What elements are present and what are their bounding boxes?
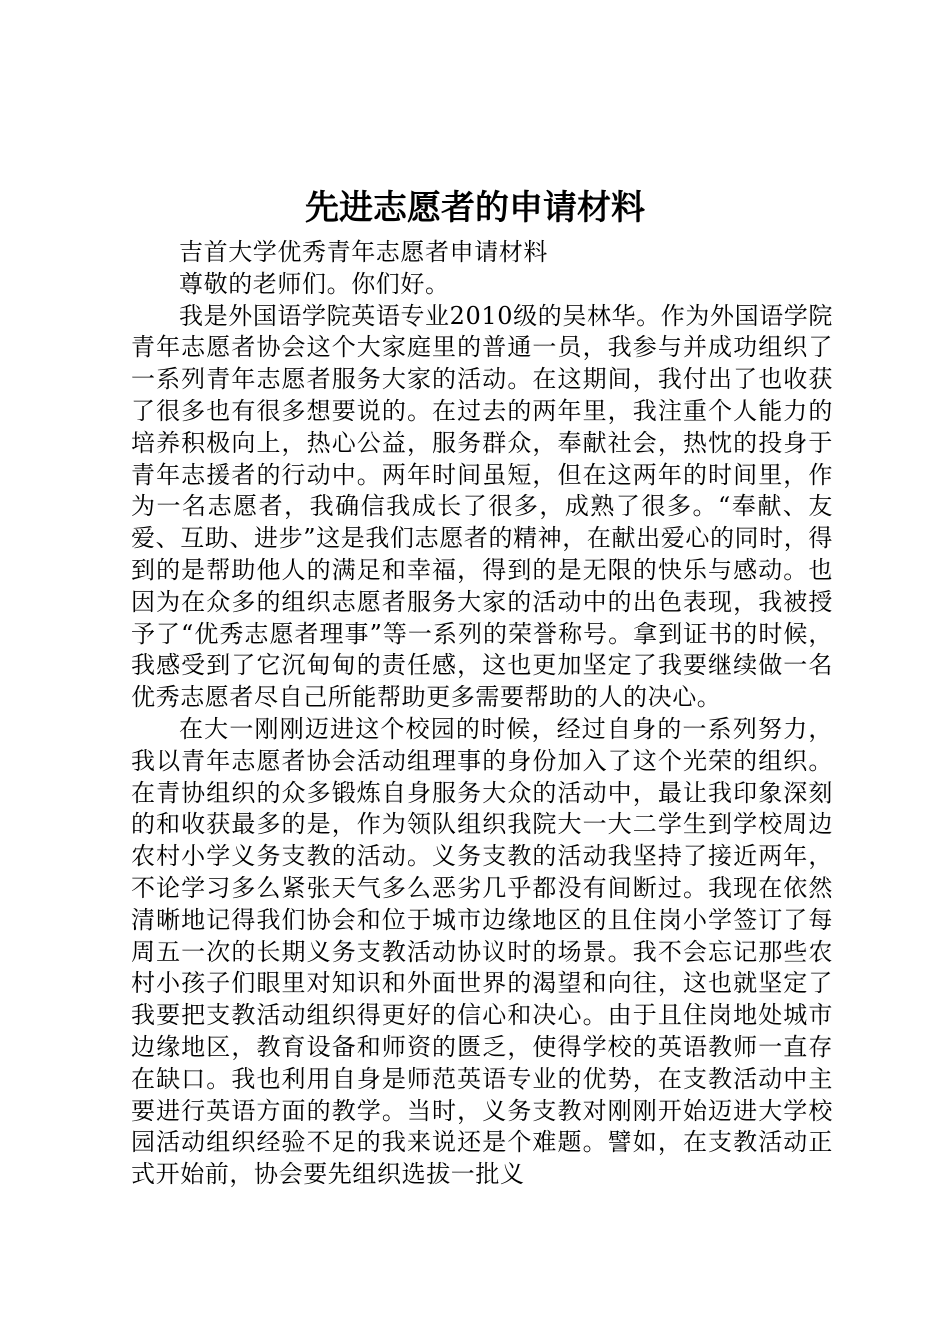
paragraph-experience: 在大一刚刚迈进这个校园的时候，经过自身的一系列努力，我以青年志愿者协会活动组理事的身份加入了这个光荣的组织。在青协组织的众多锻炼自身服务大众的活动中，最让我印象深刻的和收获最多的是，作为领队组织我院大一大二学生到学校周边农村小学义务支教的活动。义务支教的活动我坚持了接近两年，不论学习多么紧张天气多么恶劣几乎都没有间断过。我现在依然清晰地记得我们协会和位于城市边缘地区的且住岗小学签订了每周五一次的长期义务支教活动协议时的场景。我不会忘记那些农村小孩子们眼里对知识和外面世界的渴望和向往，这也就坚定了我要把支教活动组织得更好的信心和决心。由于且住岗地处城市边缘地区，教育设备和师资的匮乏，使得学校的英语教师一直存在缺口。我也利用自身是师范英语专业的优势，在支教活动中主要进行英语方面的教学。当时，义务支教对刚刚开始迈进大学校园活动组织经验不足的我来说还是个难题。譬如，在支教活动正式开始前，协会要先组织选拔一批义 [131, 714, 833, 1189]
paragraph-salutation: 尊敬的老师们。你们好。 [179, 269, 450, 298]
document-body [131, 237, 833, 1191]
document-title: 先进志愿者的申请材料 [305, 188, 645, 228]
paragraph-introduction: 我是外国语学院英语专业2010级的吴林华。作为外国语学院青年志愿者协会这个大家庭里的普通一员，我参与并成功组织了一系列青年志愿者服务大家的活动。在这期间，我付出了也收获了很多也有很多想要说的。在过去的两年里，我注重个人能力的培养积极向上，热心公益，服务群众，奉献社会，热忱的投身于青年志援者的行动中。两年时间虽短，但在这两年的时间里，作为一名志愿者，我确信我成长了很多，成熟了很多。“奉献、友爱、互助、进步”这是我们志愿者的精神，在献出爱心的同时，得到的是帮助他人的满足和幸福，得到的是无限的快乐与感动。也因为在众多的组织志愿者服务大家的活动中的出色表现，我被授予了“优秀志愿者理事”等一系列的荣誉称号。拿到证书的时候，我感受到了它沉甸甸的责任感，这也更加坚定了我要继续做一名优秀志愿者尽自己所能帮助更多需要帮助的人的决心。 [131, 301, 833, 712]
paragraph-heading: 吉首大学优秀青年志愿者申请材料 [179, 238, 548, 266]
